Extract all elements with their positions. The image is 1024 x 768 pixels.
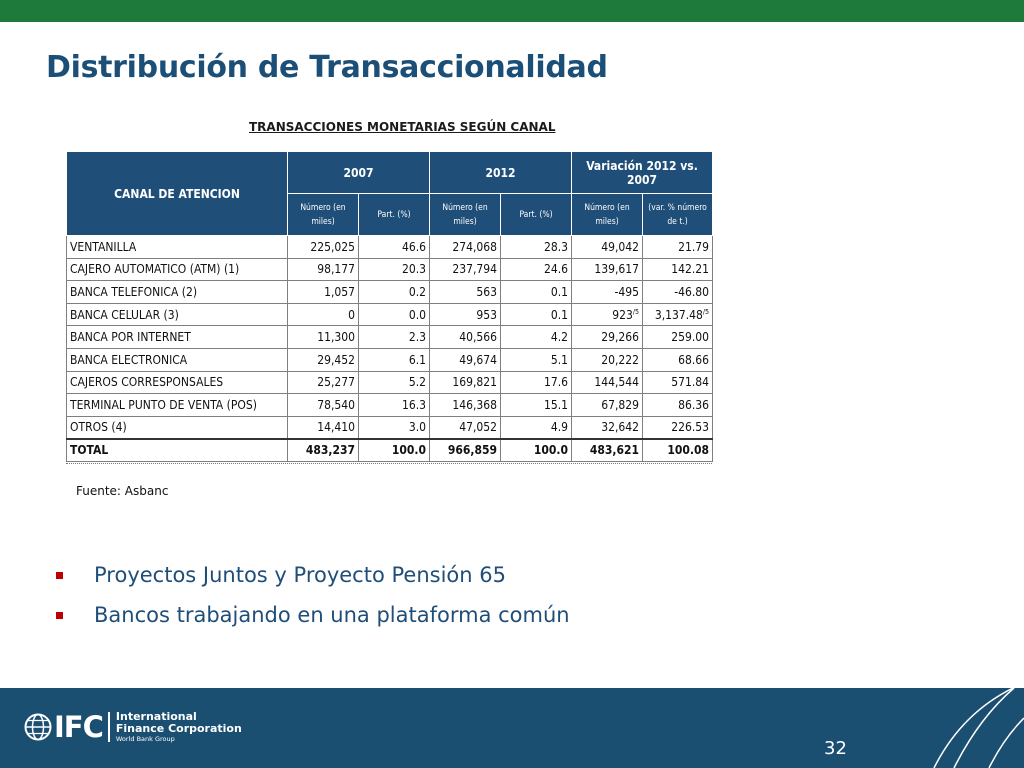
cell-var-numero: $923^{/5}$ <box>572 303 643 326</box>
cell-part-2007: 5.2 <box>359 371 430 394</box>
cell-part-2007: 0.2 <box>359 281 430 304</box>
cell-var-pct: -46.80 <box>643 281 713 304</box>
cell-numero-2007: 11,300 <box>288 326 359 349</box>
header-numero-2007: Número (en miles) <box>288 194 359 236</box>
cell-var-numero: 67,829 <box>572 394 643 417</box>
table-title: TRANSACCIONES MONETARIAS SEGÚN CANAL <box>249 120 556 134</box>
header-year-2007: 2007 <box>288 152 430 194</box>
globe-icon <box>24 713 52 741</box>
cell-part-2007: 2.3 <box>359 326 430 349</box>
cell-part-2012: 24.6 <box>501 258 572 281</box>
cell-numero-2007: 29,452 <box>288 348 359 371</box>
cell-part-2007: 100.0 <box>359 439 430 462</box>
cell-canal: TOTAL <box>67 439 288 462</box>
cell-var-numero: 139,617 <box>572 258 643 281</box>
cell-var-numero: 144,544 <box>572 371 643 394</box>
bullet-item <box>56 595 570 635</box>
cell-canal: OTROS (4) <box>67 416 288 439</box>
table-row <box>67 326 713 349</box>
table-total-row <box>67 439 713 462</box>
cell-part-2012: 100.0 <box>501 439 572 462</box>
cell-part-2007: 0.0 <box>359 303 430 326</box>
logo-divider <box>108 712 110 742</box>
cell-part-2007: 6.1 <box>359 348 430 371</box>
cell-numero-2012: 47,052 <box>430 416 501 439</box>
cell-numero-2007: 483,237 <box>288 439 359 462</box>
table-row <box>67 281 713 304</box>
cell-numero-2012: 40,566 <box>430 326 501 349</box>
cell-canal: CAJEROS CORRESPONSALES <box>67 371 288 394</box>
cell-numero-2012: 563 <box>430 281 501 304</box>
cell-part-2012: 0.1 <box>501 281 572 304</box>
cell-var-pct: 21.79 <box>643 236 713 259</box>
slide-title: Distribución de Transaccionalidad <box>46 50 608 85</box>
cell-numero-2007: 14,410 <box>288 416 359 439</box>
square-bullet-icon <box>56 572 63 579</box>
header-part-2012: Part. (%) <box>501 194 572 236</box>
cell-numero-2012: 49,674 <box>430 348 501 371</box>
cell-numero-2012: 953 <box>430 303 501 326</box>
cell-var-pct: 86.36 <box>643 394 713 417</box>
page-number: 32 <box>824 738 847 759</box>
header-numero-variacion: Número (en miles) <box>572 194 643 236</box>
decorative-swoosh <box>894 688 1024 768</box>
cell-canal: BANCA CELULAR (3) <box>67 303 288 326</box>
source-note: Fuente: Asbanc <box>76 484 169 498</box>
cell-var-numero: 49,042 <box>572 236 643 259</box>
logo-mark: IFC <box>54 710 103 744</box>
cell-part-2012: 15.1 <box>501 394 572 417</box>
cell-part-2007: 20.3 <box>359 258 430 281</box>
footer-bar <box>0 688 1024 768</box>
cell-var-numero: -495 <box>572 281 643 304</box>
cell-numero-2007: 1,057 <box>288 281 359 304</box>
logo-line-3: World Bank Group <box>115 734 175 743</box>
bullet-text: Proyectos Juntos y Proyecto Pensión 65 <box>94 563 506 587</box>
cell-part-2012: 4.9 <box>501 416 572 439</box>
footnote-marker: /5 <box>702 307 710 316</box>
cell-part-2012: 4.2 <box>501 326 572 349</box>
header-year-2012: 2012 <box>430 152 572 194</box>
square-bullet-icon <box>56 612 63 619</box>
cell-numero-2012: 274,068 <box>430 236 501 259</box>
cell-canal: TERMINAL PUNTO DE VENTA (POS) <box>67 394 288 417</box>
cell-var-pct: 571.84 <box>643 371 713 394</box>
cell-part-2012: 28.3 <box>501 236 572 259</box>
cell-canal: BANCA ELECTRONICA <box>67 348 288 371</box>
logo-line-2: Finance Corporation <box>115 721 242 735</box>
table-row <box>67 394 713 417</box>
cell-part-2012: 17.6 <box>501 371 572 394</box>
cell-part-2007: 16.3 <box>359 394 430 417</box>
bullet-text: Bancos trabajando en una plataforma común <box>94 603 570 627</box>
cell-canal: CAJERO AUTOMATICO (ATM) (1) <box>67 258 288 281</box>
cell-part-2007: 46.6 <box>359 236 430 259</box>
header-part-2007: Part. (%) <box>359 194 430 236</box>
bullet-list <box>56 555 570 635</box>
cell-canal: BANCA TELEFONICA (2) <box>67 281 288 304</box>
cell-numero-2007: 25,277 <box>288 371 359 394</box>
table-row <box>67 416 713 439</box>
transactions-table-container <box>66 151 712 462</box>
cell-var-pct: 100.08 <box>643 439 713 462</box>
logo-text <box>116 711 242 744</box>
cell-var-numero: 483,621 <box>572 439 643 462</box>
cell-part-2012: 0.1 <box>501 303 572 326</box>
cell-numero-2012: 966,859 <box>430 439 501 462</box>
cell-numero-2012: 146,368 <box>430 394 501 417</box>
header-var-pct: (var. % número de t.) <box>643 194 713 236</box>
cell-var-pct: 259.00 <box>643 326 713 349</box>
cell-canal: VENTANILLA <box>67 236 288 259</box>
transactions-table <box>66 151 713 462</box>
header-numero-2012: Número (en miles) <box>430 194 501 236</box>
cell-var-pct: $3,137.48^{/5}$ <box>643 303 713 326</box>
cell-var-pct: 68.66 <box>643 348 713 371</box>
table-row <box>67 303 713 326</box>
cell-var-numero: 32,642 <box>572 416 643 439</box>
table-row <box>67 236 713 259</box>
bullet-item <box>56 555 570 595</box>
table-row <box>67 371 713 394</box>
cell-var-numero: 20,222 <box>572 348 643 371</box>
header-variacion: Variación 2012 vs. 2007 <box>572 152 713 194</box>
cell-numero-2012: 237,794 <box>430 258 501 281</box>
header-canal: CANAL DE ATENCION <box>67 152 288 236</box>
cell-var-pct: 226.53 <box>643 416 713 439</box>
cell-part-2012: 5.1 <box>501 348 572 371</box>
logo-line-1: International <box>115 709 197 723</box>
cell-canal: BANCA POR INTERNET <box>67 326 288 349</box>
cell-numero-2007: 225,025 <box>288 236 359 259</box>
top-accent-bar <box>0 0 1024 22</box>
cell-part-2007: 3.0 <box>359 416 430 439</box>
cell-numero-2012: 169,821 <box>430 371 501 394</box>
footnote-marker: /5 <box>632 307 640 316</box>
table-body <box>67 236 713 462</box>
cell-var-pct: 142.21 <box>643 258 713 281</box>
table-footnote-strip <box>66 463 712 468</box>
ifc-logo <box>24 710 242 744</box>
table-row <box>67 348 713 371</box>
cell-numero-2007: 78,540 <box>288 394 359 417</box>
cell-numero-2007: 98,177 <box>288 258 359 281</box>
cell-numero-2007: 0 <box>288 303 359 326</box>
table-row <box>67 258 713 281</box>
cell-var-numero: 29,266 <box>572 326 643 349</box>
